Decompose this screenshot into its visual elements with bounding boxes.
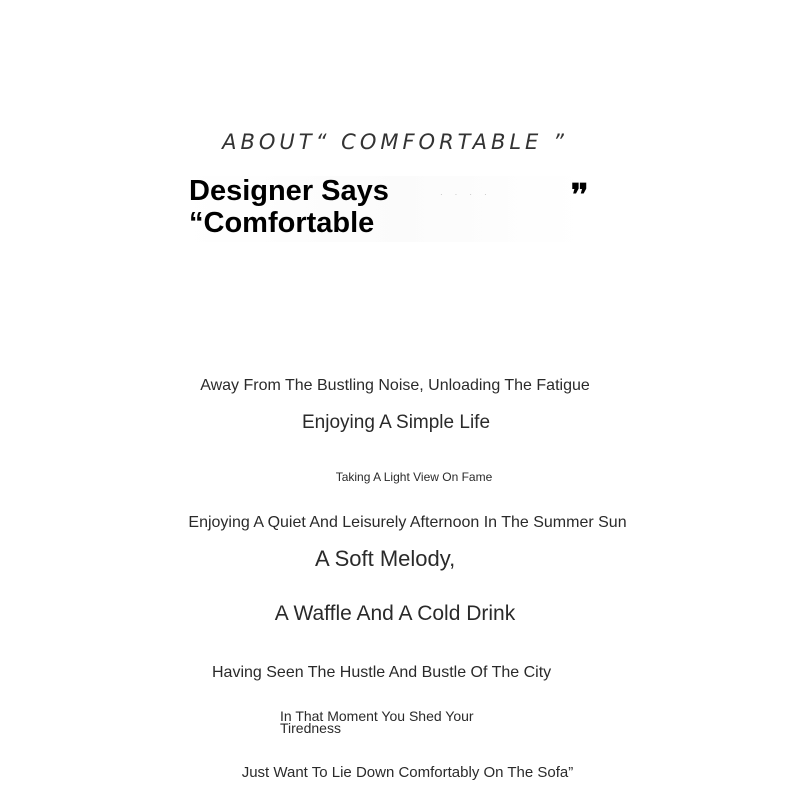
poem-line-4: Enjoying A Quiet And Leisurely Afternoon In The Summer Sun — [188, 514, 627, 531]
poem-line-5: A Soft Melody, — [315, 546, 456, 571]
poem-line-9: Just Want To Lie Down Comfortably On The Sofa” — [241, 764, 574, 781]
poem-line-2: Enjoying A Simple Life — [302, 412, 491, 433]
poem-line-6: A Waffle And A Cold Drink — [274, 602, 516, 625]
closing-quote-icon: ❜❜ — [571, 178, 587, 213]
decorative-dots: ···· — [440, 190, 499, 199]
poem-line-3: Taking A Light View On Fame — [335, 470, 493, 484]
poem-line-8: In That Moment You Shed Your Tiredness — [280, 708, 474, 736]
poem-line-1: Away From The Bustling Noise, Unloading The Fatigue — [200, 377, 590, 394]
poem-line-7: Having Seen The Hustle And Bustle Of The City — [212, 664, 552, 681]
section-eyebrow: ABOUT“ COMFORTABLE ” — [222, 130, 568, 154]
page-title: Designer Says “Comfortable — [189, 175, 389, 239]
